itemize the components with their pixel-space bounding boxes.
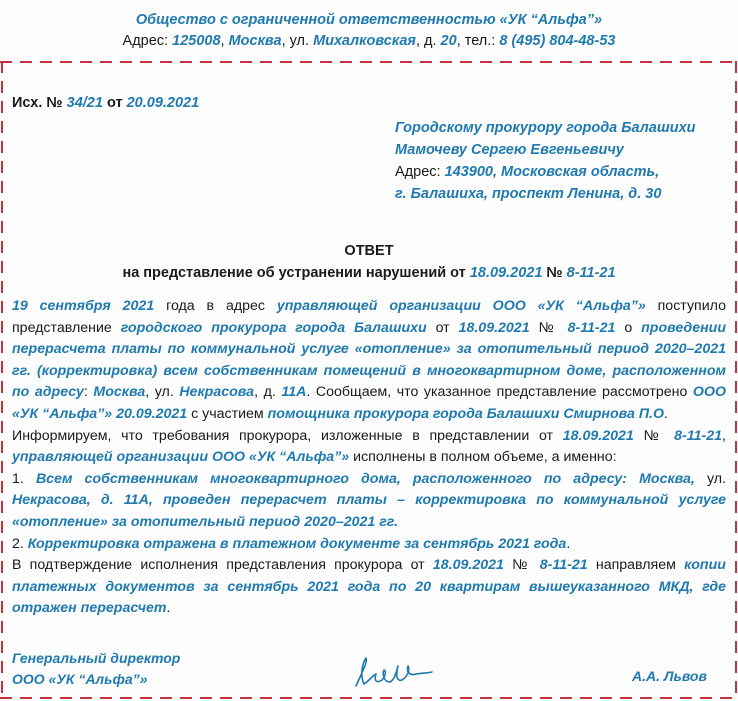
dashed-border-left [1, 61, 3, 699]
outgoing-reference: Исх. № 34/21 от 20.09.2021 [12, 95, 200, 111]
signer-block [12, 648, 180, 690]
letter-body [12, 296, 726, 620]
list-item-1: 1. Всем собственникам многоквартирного дома, расположенного по адресу: Москва, ул. Некрасова, д. 11А, проведен перерасчет платы – корректировка по коммунальной услуге «отопление» за отопительный период 2020–2021 гг. [12, 470, 726, 530]
handwritten-signature [352, 652, 434, 692]
paragraph-1: 19 сентября 2021 года в адрес управляющей организации ООО «УК “Альфа”» поступило представление городского прокурора города Балашихи от 18.09.2021 № 8-11-21 о проведении перерасчета платы по коммунальной услуге «отопление» за отопительный период 2020–2021 гг. (корректировка) всем собственникам помещений в многоквартирном доме, расположенном по адресу: Москва, ул. Некрасова, д. 11А. Сообщаем, что указанное представление рассмотрено ООО «УК “Альфа”» 20.09.2021 с участием помощника прокурора города Балашихи Смирнова П.О. [12, 298, 727, 422]
dashed-border-top [0, 61, 738, 63]
house-number: 20 [440, 33, 457, 49]
zip-code: 125008 [172, 33, 221, 49]
org-name: Общество с ограниченной ответственностью «УК “Альфа”» [135, 12, 603, 28]
dashed-border-bottom [0, 697, 738, 699]
list-item-2: 2. Корректировка отражена в платежном документе за сентябрь 2021 года. [12, 535, 571, 552]
addressee-block [395, 117, 696, 205]
document-heading: ОТВЕТ [344, 243, 394, 259]
signer-org: ООО «УК “Альфа”» [12, 671, 148, 687]
outgoing-date: 20.09.2021 [126, 95, 200, 111]
signer-name: А.А. Львов [632, 668, 707, 684]
addressee-title: Городскому прокурору города Балашихи [395, 120, 696, 136]
paragraph-3: В подтверждение исполнения представления прокурора от 18.09.2021 № 8-11-21 направляем копии платежных документов за сентябрь 2021 года по 20 квартирам вышеуказанного МКД, где отражен перерасчет. [12, 557, 726, 617]
document-subtitle: на представление об устранении нарушений от 18.09.2021 № 8-11-21 [122, 265, 616, 281]
dashed-border-right [735, 61, 737, 699]
addressee-address: Адрес: 143900, Московская область, [395, 164, 660, 180]
letterhead-address: Адрес: 125008, Москва, ул. Михалковская, д. 20, тел.: 8 (495) 804-48-53 [122, 33, 616, 49]
paragraph-2: Информируем, что требования прокурора, изложенные в представлении от 18.09.2021 № 8-11-21, управляющей организации ООО «УК “Альфа”» исполнены в полном объеме, а именно: [12, 427, 726, 466]
signer-position: Генеральный директор [12, 650, 181, 666]
city: Москва [228, 33, 282, 49]
document-title [0, 240, 738, 284]
phone: 8 (495) 804-48-53 [499, 33, 616, 49]
street: Михалковская [313, 33, 416, 49]
outgoing-number: 34/21 [66, 95, 103, 111]
letterhead [0, 10, 738, 52]
addressee-address-line2: г. Балашиха, проспект Ленина, д. 30 [395, 186, 662, 202]
addressee-name: Мамочеву Сергею Евгеньевичу [395, 142, 624, 158]
